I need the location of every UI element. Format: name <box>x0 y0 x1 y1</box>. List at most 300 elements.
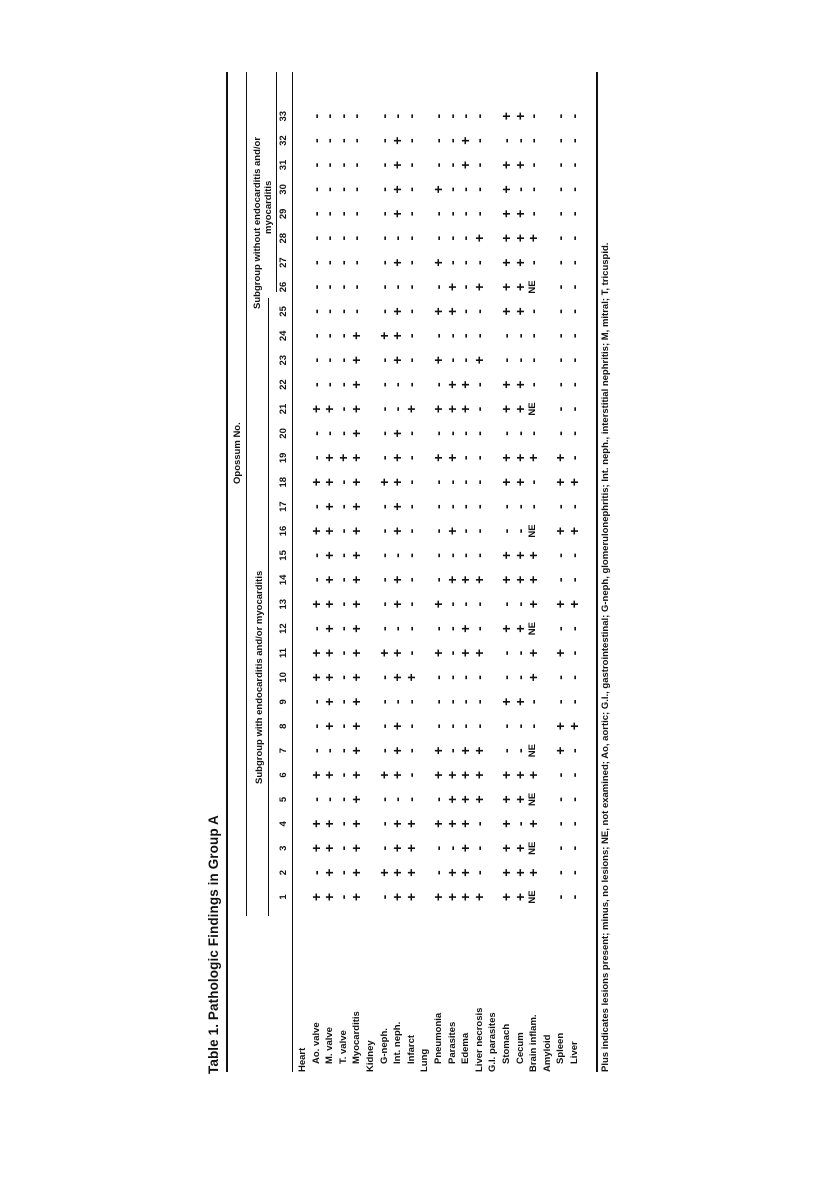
table-cell: - <box>430 870 446 875</box>
table-cell: - <box>457 211 474 217</box>
table-cell: + <box>321 868 338 877</box>
table-cell: + <box>552 526 569 536</box>
table-cell: NE <box>527 744 539 758</box>
table-cell: - <box>552 431 569 436</box>
table-cell: + <box>511 892 528 902</box>
table-cell: + <box>498 160 514 170</box>
table-cell: - <box>334 699 351 705</box>
table-cell: + <box>457 136 474 145</box>
table-cell: + <box>389 478 406 487</box>
table-cell: - <box>566 504 582 509</box>
table-cell: NE <box>527 402 539 416</box>
table-cell: - <box>498 650 514 656</box>
table-cell: - <box>402 723 419 729</box>
table-cell: + <box>348 722 365 731</box>
table-cell: + <box>457 160 474 170</box>
table-cell: - <box>307 699 324 705</box>
table-cell: - <box>470 723 487 729</box>
table-cell: - <box>321 382 338 387</box>
table-cell: - <box>566 626 582 631</box>
table-cell: - <box>511 357 528 363</box>
table-cell: - <box>525 187 542 192</box>
table-cell: + <box>389 429 406 438</box>
table-cell: + <box>389 453 406 462</box>
table-cell: + <box>552 746 569 755</box>
table-cell: - <box>307 235 324 241</box>
table-cell: - <box>457 284 474 290</box>
table-cell: - <box>430 138 446 143</box>
table-cell: NE <box>527 280 539 294</box>
table-cell: - <box>402 699 419 705</box>
table-cell: + <box>348 478 365 487</box>
table-cell: - <box>402 357 419 363</box>
table-cell: + <box>389 722 406 731</box>
table-cell: - <box>402 431 419 436</box>
table-cell: - <box>552 260 569 265</box>
table-cell: - <box>430 333 446 339</box>
column-header-7: 7 <box>278 747 289 754</box>
table-cell: + <box>443 526 460 536</box>
table-cell: + <box>321 697 338 706</box>
table-cell: - <box>443 601 460 607</box>
table-cell: - <box>443 675 460 680</box>
table-cell: + <box>321 526 338 536</box>
row-label: Lung <box>419 1048 431 1072</box>
table-cell: - <box>566 187 582 192</box>
table-cell: - <box>511 601 528 607</box>
table-cell: - <box>375 455 392 461</box>
table-cell: - <box>321 357 338 363</box>
table-cell: + <box>457 795 474 804</box>
table-cell: - <box>470 211 487 217</box>
table-cell: + <box>552 600 569 609</box>
table-cell: + <box>321 819 338 828</box>
table-cell: + <box>552 722 569 731</box>
table-cell: + <box>498 404 514 414</box>
table-cell: + <box>511 453 528 462</box>
table-cell: - <box>566 113 582 119</box>
table-cell: - <box>375 406 392 412</box>
table-cell: - <box>470 601 487 607</box>
table-cell: + <box>321 844 338 853</box>
table-cell: - <box>402 626 419 631</box>
table-cell: + <box>402 404 419 414</box>
table-cell: - <box>525 260 542 265</box>
subgroup-with-header: Subgroup with endocarditis and/or myocarditis <box>254 570 265 784</box>
row-label: M. valve <box>324 1027 336 1064</box>
table-cell: - <box>511 333 528 339</box>
table-cell: - <box>552 211 569 217</box>
column-header-13: 13 <box>278 598 289 610</box>
table-cell: - <box>552 284 569 290</box>
table-cell: + <box>430 453 446 462</box>
table-cell: + <box>348 624 365 633</box>
table-cell: - <box>348 235 365 241</box>
table-cell: - <box>402 260 419 265</box>
table-cell: - <box>402 504 419 509</box>
table-cell: - <box>498 675 514 680</box>
row-label: G-neph. <box>378 1028 390 1064</box>
table-cell: - <box>375 845 392 851</box>
table-cell: + <box>566 526 582 536</box>
table-cell: - <box>525 113 542 119</box>
table-cell: - <box>470 138 487 143</box>
row-label: G.I. parasites <box>487 1012 499 1072</box>
table-cell: + <box>348 795 365 804</box>
table-cell: - <box>307 357 324 363</box>
table-cell: - <box>470 113 487 119</box>
table-cell: + <box>498 697 514 706</box>
table-cell: - <box>321 333 338 339</box>
table-cell: - <box>334 675 351 680</box>
table-cell: - <box>334 821 351 827</box>
table-cell: - <box>552 235 569 241</box>
table-cell: - <box>470 821 487 827</box>
table-cell: - <box>307 260 324 265</box>
table-cell: + <box>511 551 528 560</box>
table-cell: + <box>511 307 528 316</box>
table-cell: - <box>566 699 582 705</box>
table-cell: + <box>498 307 514 316</box>
row-label: Heart <box>297 1047 308 1072</box>
table-cell: - <box>443 431 460 436</box>
table-cell: - <box>375 382 392 387</box>
table-cell: - <box>470 870 487 875</box>
column-header-19: 19 <box>278 452 289 464</box>
column-header-30: 30 <box>278 184 289 195</box>
table-cell: - <box>402 601 419 607</box>
table-cell: - <box>321 797 338 802</box>
table-cell: + <box>457 868 474 877</box>
column-header-14: 14 <box>278 574 289 586</box>
table-cell: - <box>334 772 351 778</box>
column-header-16: 16 <box>278 525 289 537</box>
table-cell: - <box>402 113 419 119</box>
table-cell: + <box>511 258 528 267</box>
column-header-15: 15 <box>278 550 289 561</box>
table-cell: - <box>552 357 569 363</box>
table-cell: - <box>525 357 542 363</box>
table-cell: - <box>566 138 582 143</box>
table-cell: - <box>525 382 542 387</box>
table-cell: + <box>511 844 528 853</box>
table-cell: + <box>470 575 487 584</box>
table-cell: - <box>525 309 542 314</box>
table-cell: + <box>321 404 338 414</box>
table-cell: - <box>307 309 324 314</box>
table-cell: - <box>470 333 487 339</box>
table-cell: - <box>375 626 392 631</box>
column-header-21: 21 <box>278 403 289 415</box>
table-cell: - <box>402 650 419 656</box>
table-cell: - <box>375 601 392 607</box>
table-cell: + <box>511 282 528 292</box>
column-header-24: 24 <box>278 330 289 342</box>
bottom-rule <box>596 72 598 1072</box>
table-cell: - <box>498 601 514 607</box>
table-cell: + <box>307 673 324 682</box>
table-cell: - <box>566 162 582 168</box>
table-cell: - <box>307 113 324 119</box>
table-cell: + <box>430 600 446 609</box>
table-cell: - <box>334 211 351 217</box>
table-cell: - <box>566 284 582 290</box>
table-cell: - <box>552 821 569 827</box>
table-cell: + <box>321 478 338 487</box>
table-cell: - <box>334 162 351 168</box>
column-header-5: 5 <box>278 796 289 803</box>
table-cell: + <box>457 892 474 902</box>
table-cell: - <box>470 675 487 680</box>
table-cell: - <box>334 845 351 851</box>
table-cell: + <box>511 112 528 121</box>
table-cell: - <box>511 187 528 192</box>
table-cell: - <box>525 699 542 705</box>
table-cell: - <box>307 284 324 290</box>
table-cell: + <box>389 600 406 609</box>
table-cell: - <box>552 333 569 339</box>
table-cell: + <box>525 770 542 780</box>
table-cell: + <box>525 575 542 584</box>
table-cell: - <box>334 138 351 143</box>
table-cell: + <box>307 648 324 658</box>
column-header-32: 32 <box>278 135 289 146</box>
table-cell: - <box>307 333 324 339</box>
table-cell: + <box>348 892 365 902</box>
table-cell: - <box>552 504 569 509</box>
table-cell: + <box>348 526 365 536</box>
table-cell: - <box>566 260 582 265</box>
table-cell: - <box>457 504 474 509</box>
table-cell: - <box>566 748 582 753</box>
table-cell: - <box>430 162 446 168</box>
table-cell: + <box>566 722 582 731</box>
row-label: Ao. valve <box>310 1022 322 1064</box>
table-cell: + <box>389 502 406 511</box>
table-cell: + <box>307 526 324 536</box>
table-cell: - <box>457 723 474 729</box>
table-cell: + <box>498 234 514 243</box>
table-cell: - <box>321 284 338 290</box>
table-cell: - <box>430 113 446 119</box>
table-cell: - <box>470 699 487 705</box>
table-cell: + <box>430 819 446 828</box>
table-cell: - <box>389 406 406 412</box>
table-cell: + <box>430 307 446 316</box>
row-label: Spleen <box>555 1032 567 1064</box>
table-cell: - <box>511 675 528 680</box>
table-cell: + <box>457 746 474 755</box>
table-cell: + <box>443 380 460 389</box>
column-header-23: 23 <box>278 354 289 366</box>
table-cell: + <box>389 331 406 340</box>
table-cell: - <box>470 309 487 314</box>
table-cell: + <box>389 868 406 877</box>
table-cell: - <box>321 187 338 192</box>
table-cell: - <box>375 211 392 217</box>
table-cell: - <box>307 748 324 753</box>
table-cell: + <box>348 551 365 560</box>
table-cell: + <box>498 868 514 877</box>
table-cell: - <box>443 113 460 119</box>
table-cell: + <box>498 819 514 828</box>
table-cell: + <box>443 819 460 828</box>
table-cell: + <box>307 404 324 414</box>
subgroup-without-rule <box>276 72 277 292</box>
table-cell: + <box>348 673 365 682</box>
table-cell: + <box>511 380 528 389</box>
table-cell: - <box>470 626 487 631</box>
header-bottom-rule <box>292 72 293 1072</box>
table-cell: + <box>348 868 365 877</box>
table-cell: - <box>443 723 460 729</box>
column-header-28: 28 <box>278 232 289 244</box>
table-cell: + <box>430 404 446 414</box>
table-cell: + <box>375 648 392 658</box>
table-cell: - <box>498 504 514 509</box>
table-cell: + <box>443 892 460 902</box>
table-cell: - <box>566 553 582 558</box>
table-cell: + <box>348 746 365 755</box>
table-cell: - <box>552 382 569 387</box>
table-cell: + <box>402 868 419 877</box>
table-cell: - <box>375 309 392 314</box>
table-cell: - <box>348 309 365 314</box>
table-cell: + <box>498 185 514 194</box>
table-cell: - <box>470 455 487 461</box>
table-cell: - <box>470 845 487 851</box>
row-label: Cecum <box>514 1032 526 1064</box>
opossum-header: Opossum No. <box>232 422 243 484</box>
table-cell: - <box>307 455 324 461</box>
table-cell: + <box>321 722 338 731</box>
table-cell: - <box>430 479 446 485</box>
table-cell: - <box>389 699 406 705</box>
table-cell: + <box>511 478 528 487</box>
table-cell: + <box>321 648 338 658</box>
table-cell: + <box>443 795 460 804</box>
table-cell: - <box>525 162 542 168</box>
table-cell: - <box>389 797 406 802</box>
table-footnote: Plus indicates lesions present; minus, no lesions; NE, not examined; Ao, aortic; G.I., gastrointestinal; G-neph, glomerulonephritis; Int. neph., interstitial nephritis; M, mitral; T, tricuspid. <box>600 242 611 1072</box>
table-cell: - <box>470 504 487 509</box>
column-header-18: 18 <box>278 476 289 488</box>
table-cell: - <box>566 406 582 412</box>
table-cell: + <box>498 112 514 121</box>
table-cell: - <box>375 675 392 680</box>
opossum-rule <box>246 72 247 916</box>
table-cell: - <box>511 748 528 753</box>
row-label: Parasites <box>446 1021 458 1064</box>
table-cell: + <box>430 258 446 267</box>
table-cell: + <box>470 356 487 365</box>
table-cell: - <box>321 431 338 436</box>
table-cell: - <box>457 699 474 705</box>
table-cell: + <box>389 258 406 267</box>
subgroup-with-rule <box>268 298 269 916</box>
table-cell: - <box>498 748 514 753</box>
table-cell: + <box>566 478 582 487</box>
table-cell: + <box>389 673 406 682</box>
column-header-17: 17 <box>278 501 289 512</box>
subgroup-without-header-line2: myocarditis <box>263 180 274 234</box>
table-cell: - <box>566 382 582 387</box>
table-cell: + <box>443 404 460 414</box>
table-cell: + <box>498 892 514 902</box>
table-cell: - <box>430 845 446 851</box>
table-cell: + <box>525 673 542 682</box>
table-cell: - <box>511 650 528 656</box>
table-cell: - <box>334 894 351 900</box>
table-cell: - <box>443 260 460 265</box>
table-cell: - <box>334 113 351 119</box>
table-cell: - <box>321 748 338 753</box>
table-cell: - <box>498 528 514 534</box>
table-cell: + <box>566 600 582 609</box>
table-cell: - <box>470 187 487 192</box>
table-cell: - <box>375 235 392 241</box>
table-cell: + <box>389 185 406 194</box>
table-cell: + <box>511 575 528 584</box>
table-cell: - <box>566 870 582 875</box>
table-cell: + <box>498 380 514 389</box>
column-header-12: 12 <box>278 623 289 634</box>
column-header-1: 1 <box>278 894 289 900</box>
table-cell: + <box>348 429 365 438</box>
table-cell: - <box>457 333 474 339</box>
table-cell: - <box>402 211 419 217</box>
table-cell: - <box>430 723 446 729</box>
table-cell: - <box>457 431 474 436</box>
table-cell: + <box>457 648 474 658</box>
table-cell: - <box>566 357 582 363</box>
table-cell: - <box>552 845 569 851</box>
table-cell: - <box>334 650 351 656</box>
table-cell: - <box>552 309 569 314</box>
table-cell: + <box>457 844 474 853</box>
table-cell: - <box>307 553 324 558</box>
table-cell: - <box>389 553 406 558</box>
table-cell: + <box>511 697 528 706</box>
table-cell: - <box>511 138 528 143</box>
table-cell: - <box>334 357 351 363</box>
table-cell: + <box>389 746 406 755</box>
table-cell: - <box>430 553 446 558</box>
table-cell: - <box>402 455 419 461</box>
table-cell: - <box>375 431 392 436</box>
table-title: Table 1. Pathologic Findings in Group A <box>206 815 221 1074</box>
table-cell: + <box>348 356 365 365</box>
table-cell: - <box>552 113 569 119</box>
table-cell: - <box>375 138 392 143</box>
table-cell: + <box>321 600 338 609</box>
column-header-22: 22 <box>278 379 289 390</box>
table-cell: - <box>375 748 392 753</box>
row-label: Liver necrosis <box>473 1007 485 1072</box>
table-cell: - <box>375 821 392 827</box>
table-cell: + <box>498 795 514 804</box>
table-cell: - <box>348 162 365 168</box>
table-cell: - <box>457 357 474 363</box>
table-cell: - <box>402 797 419 802</box>
table-cell: - <box>375 187 392 192</box>
table-cell: - <box>566 650 582 656</box>
table-cell: - <box>334 748 351 753</box>
table-cell: - <box>525 333 542 339</box>
table-cell: + <box>470 234 487 243</box>
table-cell: - <box>430 431 446 436</box>
table-cell: - <box>443 748 460 753</box>
